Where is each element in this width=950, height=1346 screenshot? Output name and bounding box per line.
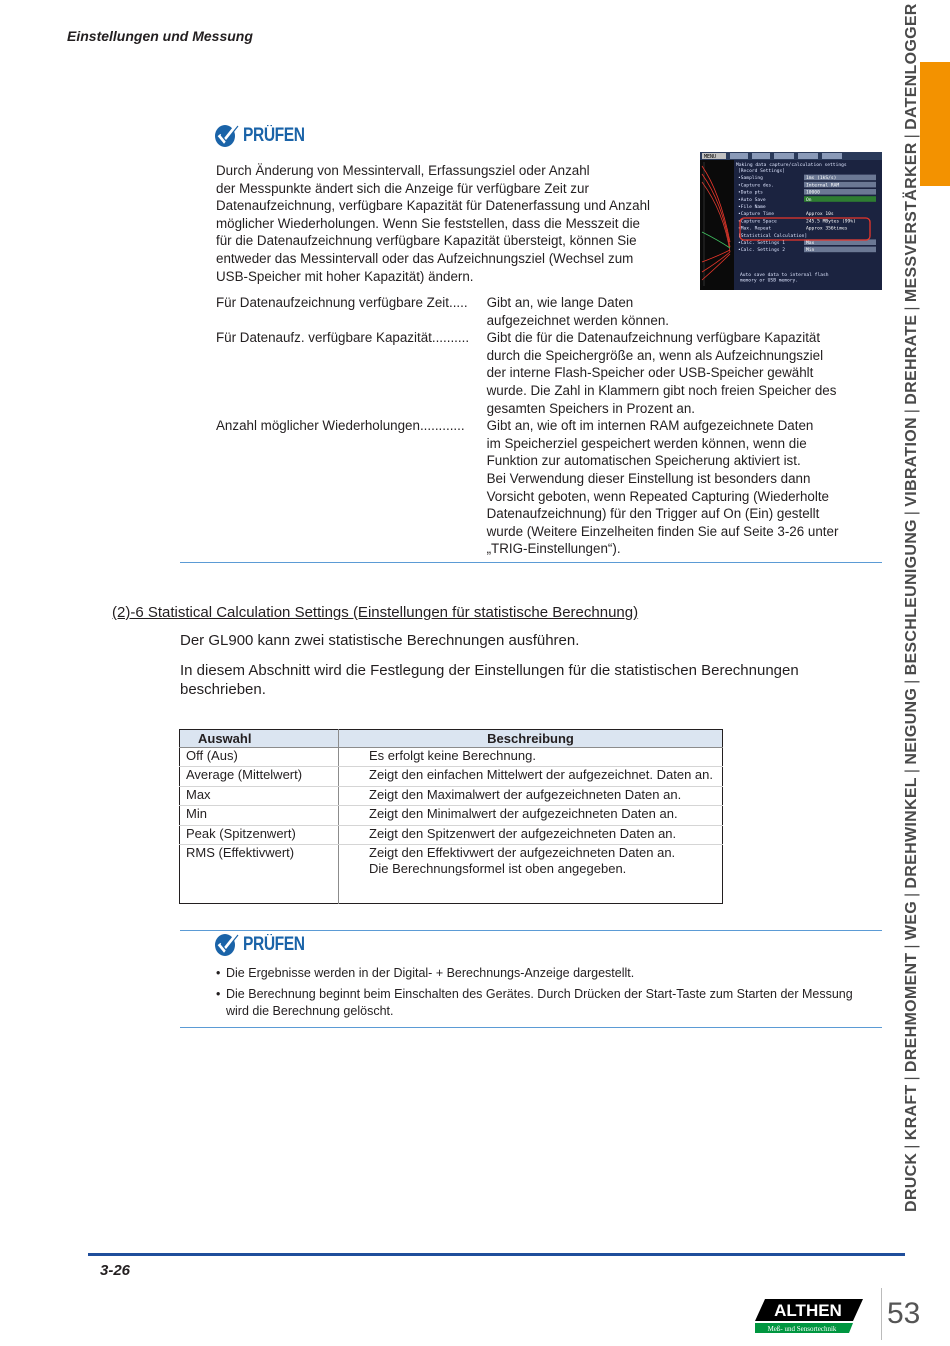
definition-row	[216, 294, 876, 329]
side-tab-drehmoment[interactable]: DREHMOMENT	[903, 952, 920, 1073]
screen-row-value: On	[806, 197, 812, 203]
definition-term: Für Datenaufz. verfügbare Kapazität..........	[216, 330, 470, 346]
screen-row-label: [Statistical Calculation]	[738, 233, 808, 239]
definition-list	[216, 294, 876, 558]
table-row	[180, 825, 723, 844]
statistics-table	[179, 729, 723, 904]
side-tab-weg[interactable]: WEG	[903, 901, 920, 941]
definition-desc	[487, 417, 876, 558]
screen-row-label: •Max. Repeat	[738, 226, 772, 232]
list-item-text: Die Berechnung beginnt beim Einschalten des Gerätes. Durch Drücken der Start-Taste zum Starten der Messung wird die Berechnung gelöscht.	[226, 987, 853, 1018]
side-tab-strip	[900, 3, 924, 1212]
tab-separator: |	[903, 408, 920, 414]
table-row	[180, 767, 723, 786]
check-icon	[214, 124, 240, 148]
side-tab-kraft[interactable]: KRAFT	[903, 1084, 920, 1141]
side-tab-beschleunigung[interactable]: BESCHLEUNIGUNG	[903, 519, 920, 676]
table-cell: Zeigt den Maximalwert der aufgezeichneten Daten an.	[339, 786, 723, 805]
screen-row-label: •Auto Save	[738, 197, 766, 203]
definition-row	[216, 329, 876, 417]
check-badge	[214, 933, 318, 957]
screen-row-label: •File Name	[738, 205, 766, 210]
footer-rule	[88, 1253, 905, 1256]
active-tab-marker	[920, 62, 950, 186]
section-title: (2)-6 Statistical Calculation Settings (Einstellungen für statistische Berechnung)	[112, 604, 639, 621]
definition-line: gesamten Speichers in Prozent an.	[486, 400, 696, 416]
check-label: PRÜFEN	[243, 125, 305, 146]
screen-title: Making data capture/calculation settings	[736, 163, 847, 168]
side-tab-druck[interactable]: DRUCK	[903, 1152, 920, 1212]
paragraph-line: USB-Speicher mit hoher Kapazität) ändern.	[216, 268, 474, 284]
table-cell	[339, 844, 723, 903]
screen-row-value: Min	[806, 248, 815, 254]
screen-row-label: •Capture Time	[738, 212, 774, 218]
table-cell: RMS (Effektivwert)	[180, 844, 339, 903]
screen-value-box	[804, 247, 876, 253]
check-icon	[214, 933, 240, 957]
table-cell-line: Zeigt den Effektivwert der aufgezeichneten Daten an.	[369, 844, 676, 860]
definition-row	[216, 417, 876, 558]
table-row	[180, 748, 723, 767]
table-row	[180, 806, 723, 825]
definition-line: durch die Speichergröße an, wenn als Aufzeichnungsziel	[486, 347, 824, 363]
definition-line: Gibt die für die Datenaufzeichnung verfügbare Kapazität	[486, 330, 821, 346]
screen-row-value: 1ms (1kS/s)	[806, 176, 837, 182]
logo-text: ALTHEN	[774, 1301, 842, 1320]
definition-line: wurde. Die Zahl in Klammern gibt noch freien Speicher des	[486, 382, 837, 398]
definition-term: Anzahl möglicher Wiederholungen............	[216, 418, 465, 434]
definition-line: Gibt an, wie oft im internen RAM aufgezeichnete Daten	[486, 418, 814, 434]
table-cell: Max	[180, 786, 339, 805]
definition-desc	[487, 294, 876, 329]
section-intro: Der GL900 kann zwei statistische Berechnungen ausführen.	[180, 632, 580, 649]
tab-separator: |	[903, 133, 920, 139]
definition-line: Vorsicht geboten, wenn Repeated Capturing (Wiederholte	[486, 488, 830, 504]
side-tab-messverstärker[interactable]: MESSVERSTÄRKER	[903, 142, 920, 303]
paragraph-line: Durch Änderung von Messintervall, Erfassungsziel oder Anzahl	[216, 163, 590, 178]
definition-line: im Speicherziel gespeichert werden können, wenn die	[486, 435, 807, 451]
table-row	[180, 786, 723, 805]
screen-row-value: Max	[806, 241, 815, 246]
tab-separator: |	[903, 892, 920, 898]
list-item-text: Die Ergebnisse werden in der Digital- + Berechnungs-Anzeige dargestellt.	[226, 966, 635, 980]
definition-line: „TRIG-Einstellungen“).	[486, 541, 621, 557]
header-title: Einstellungen und Messung	[67, 28, 253, 44]
divider	[180, 562, 882, 563]
table-row	[180, 844, 723, 903]
side-tab-neigung[interactable]: NEIGUNG	[903, 687, 920, 765]
althen-logo	[755, 1299, 863, 1335]
tab-separator: |	[903, 306, 920, 311]
definition-term: Für Datenaufzeichnung verfügbare Zeit.....	[216, 295, 468, 310]
screen-row-label: •Capture des.	[738, 183, 774, 189]
device-screenshot	[700, 152, 882, 290]
bullet-icon: •	[216, 987, 221, 1001]
paragraph-line: möglicher Wiederholungen. Wenn Sie feststellen, dass die Messzeit die	[216, 215, 641, 231]
page-number: 53	[887, 1297, 921, 1330]
logo-subtext: Meß- und Sensortechnik	[767, 1325, 837, 1333]
paragraph-line: entweder das Messintervall oder das Aufzeichnungsziel (Wechsel zum	[216, 250, 634, 266]
check-badge	[214, 124, 318, 148]
tab-separator: |	[903, 944, 920, 949]
screen-menu: MENU	[704, 154, 717, 161]
paragraph-line: der Messpunkte ändert sich die Anzeige für verfügbare Zeit zur	[216, 180, 589, 196]
table-cell: Peak (Spitzenwert)	[180, 825, 339, 844]
table-cell: Zeigt den Spitzenwert der aufgezeichneten Daten an.	[339, 825, 723, 844]
list-item	[216, 965, 876, 982]
screen-row-value: 10000	[806, 190, 820, 196]
definition-desc	[487, 329, 876, 417]
screen-row-label: •Calc. Settings 2	[738, 248, 786, 254]
paragraph-line: für die Datenaufzeichnung verfügbare Kapazität übersteigt, können Sie	[216, 233, 637, 249]
side-tab-labels	[900, 3, 924, 1212]
check-paragraph	[216, 162, 691, 285]
divider	[180, 930, 882, 931]
tab-separator: |	[903, 1076, 920, 1081]
column-header: Auswahl	[180, 730, 339, 748]
list-item	[216, 986, 876, 1020]
screen-row-value: Internal RAM	[806, 183, 840, 189]
page-number-small: 3-26	[100, 1262, 131, 1279]
table-cell: Min	[180, 806, 339, 825]
tab-separator: |	[903, 510, 920, 516]
column-header: Beschreibung	[339, 730, 723, 748]
screen-value-box	[804, 196, 876, 202]
table-cell: Zeigt den einfachen Mittelwert der aufgezeichnet. Daten an.	[339, 767, 723, 786]
screen-row-label: •Calc. Settings 1	[738, 241, 786, 246]
screen-hint: Auto save data to internal flash memory or USB memory.	[740, 273, 829, 284]
table-cell: Es erfolgt keine Berechnung.	[339, 748, 723, 767]
divider	[180, 1027, 882, 1028]
definition-line: Datenaufzeichnung) für den Trigger auf On (Ein) gestellt	[486, 506, 820, 522]
bullet-list	[216, 965, 876, 1024]
tab-separator: |	[903, 768, 920, 774]
check-label: PRÜFEN	[243, 934, 305, 955]
screen-row-label: •Data pts	[738, 190, 763, 196]
definition-line: aufgezeichnet werden können.	[486, 312, 669, 328]
screen-row-label: •Sampling	[738, 176, 763, 182]
definition-line: wurde (Weitere Einzelheiten finden Sie auf Seite 3-26 unter	[486, 523, 839, 539]
tab-separator: |	[903, 679, 920, 684]
tab-separator: |	[903, 1144, 920, 1149]
paragraph-line: Datenaufzeichnung, verfügbare Kapazität für Datenerfassung und Anzahl	[216, 198, 650, 214]
bullet-icon: •	[216, 966, 221, 980]
definition-line: der interne Flash-Speicher oder USB-Speicher gewählt	[486, 365, 814, 381]
table-cell: Average (Mittelwert)	[180, 767, 339, 786]
table-cell-line: Die Berechnungsformel ist oben angegeben.	[369, 860, 627, 876]
definition-line: Gibt an, wie lange Daten	[486, 295, 634, 310]
screen-row-label: •Capture Space	[738, 219, 777, 225]
definition-line: Bei Verwendung dieser Einstellung ist besonders dann	[486, 470, 811, 486]
side-tab-datenlogger[interactable]: DATENLOGGER	[903, 3, 920, 130]
screen-row-label: [Record Settings]	[738, 169, 786, 174]
side-tab-vibration[interactable]: VIBRATION	[903, 417, 920, 507]
side-tab-drehwinkel[interactable]: DREHWINKEL	[903, 777, 920, 889]
screen-row-value: Approx 356times	[806, 226, 848, 232]
footer-separator	[881, 1288, 882, 1340]
definition-line: Funktion zur automatischen Speicherung aktiviert ist.	[486, 453, 801, 469]
screen-row-value: 245.5 MBytes (99%)	[806, 219, 856, 225]
table-header-row	[180, 730, 723, 748]
side-tab-drehrate[interactable]: DREHRATE	[903, 314, 920, 405]
table-cell: Off (Aus)	[180, 748, 339, 767]
screen-row-value: Approx 10s	[806, 212, 834, 218]
table-cell: Zeigt den Minimalwert der aufgezeichneten Daten an.	[339, 806, 723, 825]
section-intro: In diesem Abschnitt wird die Festlegung der Einstellungen für die statistischen Berechnungen beschrieben.	[180, 662, 799, 698]
